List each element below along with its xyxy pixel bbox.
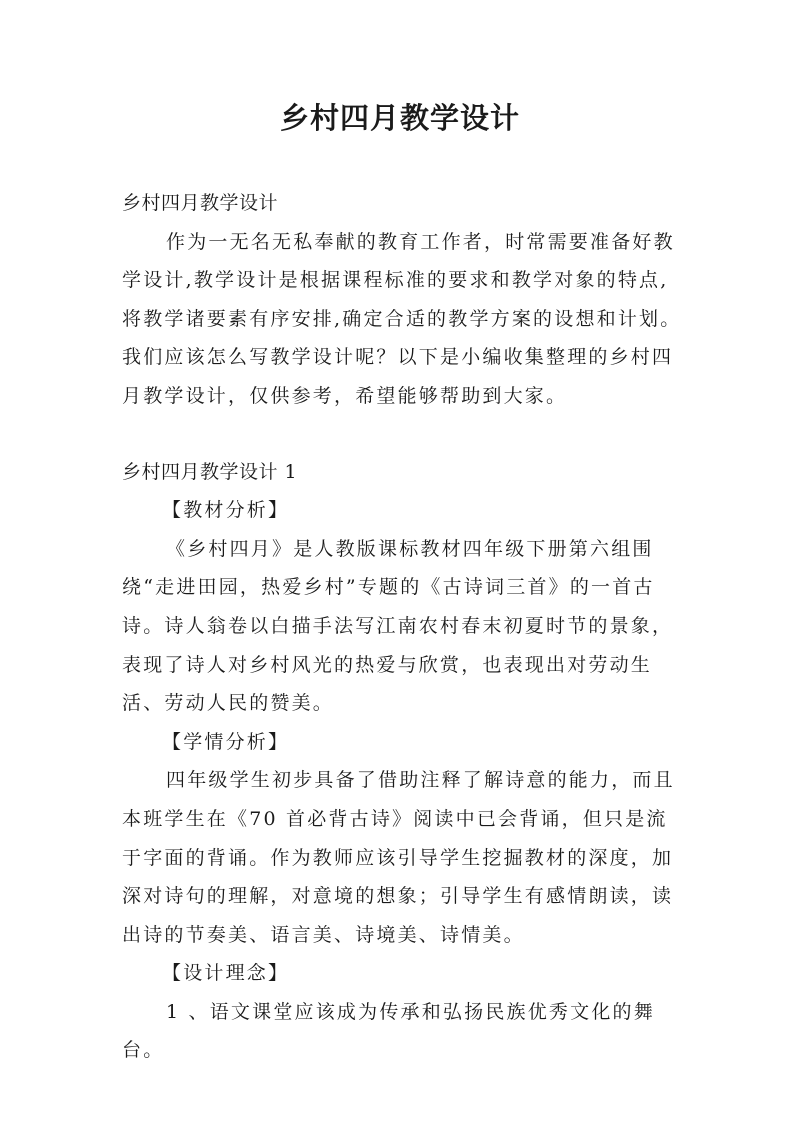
document-body <box>122 184 682 1070</box>
intro-heading: 乡村四月教学设计 <box>122 192 279 214</box>
document-title: 乡村四月教学设计 <box>279 101 520 135</box>
section1-heading: 乡村四月教学设计 1 <box>122 460 298 483</box>
design-concept-heading: 【设计理念】 <box>162 962 290 985</box>
textbook-analysis-paragraph: 《乡村四月》是人教版课标教材四年级下册第六组围绕“走进田园，热爱乡村”专题的《古诗词三首》的一首古诗。诗人翁卷以白描手法写江南农村春末初夏时节的景象，表现了诗人对乡村风光的热爱与欣赏，也表现出对劳动生活、劳动人民的赞美。 <box>122 537 674 715</box>
intro-paragraph: 作为一无名无私奉献的教育工作者，时常需要准备好教学设计,教学设计是根据课程标准的要求和教学对象的特点,将教学诸要素有序安排,确定合适的教学方案的设想和计划。我们应该怎么写教学设计呢？以下是小编收集整理的乡村四月教学设计，仅供参考，希望能够帮助到大家。 <box>122 230 682 407</box>
student-analysis-heading: 【学情分析】 <box>162 730 290 753</box>
design-concept-item-1: 1 、语文课堂应该成为传承和弘扬民族优秀文化的舞台。 <box>122 1000 655 1062</box>
student-analysis-paragraph: 四年级学生初步具备了借助注释了解诗意的能力，而且本班学生在《70 首必背古诗》阅读中已会背诵，但只是流于字面的背诵。作为教师应该引导学生挖掘教材的深度，加深对诗句的理解，对意境的想象；引导学生有感情朗读，读出诗的节奏美、语言美、诗境美、诗情美。 <box>122 769 675 946</box>
textbook-analysis-heading: 【教材分析】 <box>162 499 290 522</box>
section-gap <box>122 416 682 453</box>
